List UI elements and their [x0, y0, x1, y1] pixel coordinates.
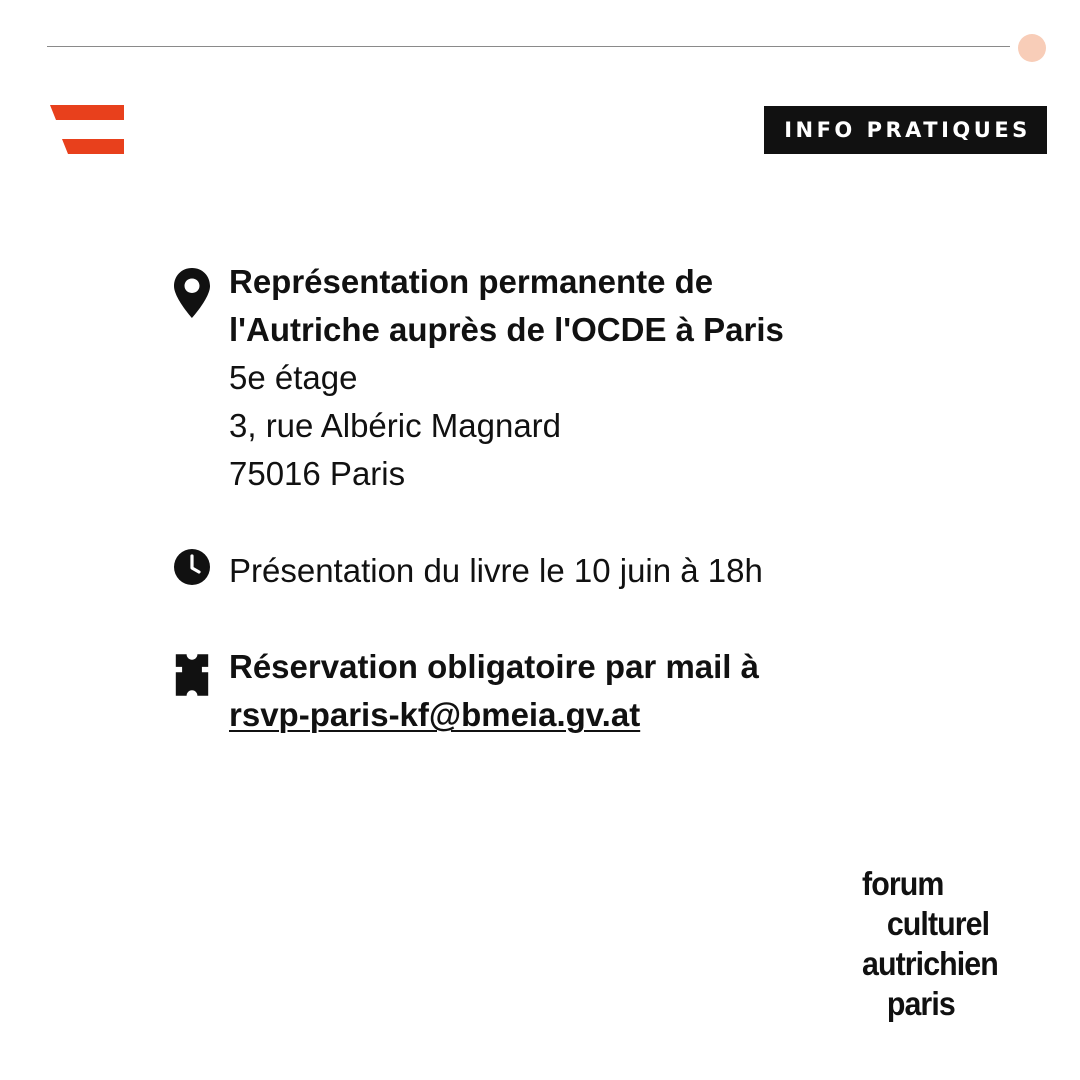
top-divider: [47, 46, 1010, 47]
venue-street: 3, rue Albéric Magnard: [229, 407, 562, 444]
map-pin-icon: [172, 266, 212, 320]
brand-line-autrichien: autrichien: [862, 945, 998, 982]
presentation-time: Présentation du livre le 10 juin à 18h: [229, 552, 763, 589]
forum-culturel-autrichien-logo: [862, 864, 998, 1024]
rsvp-email-link[interactable]: rsvp-paris-kf@bmeia.gv.at: [229, 696, 641, 733]
austria-flag-logo: [50, 105, 126, 155]
brand-line-forum: forum: [862, 865, 944, 902]
venue-city: 75016 Paris: [229, 455, 406, 492]
venue-floor: 5e étage: [229, 359, 358, 396]
venue-name-line2: l'Autriche auprès de l'OCDE à Paris: [229, 311, 784, 348]
venue-name-line1: Représentation permanente de: [229, 263, 714, 300]
brand-line-culturel: culturel: [886, 905, 990, 942]
clock-icon: [172, 547, 212, 587]
info-pratiques-badge: INFO PRATIQUES: [764, 106, 1047, 154]
ticket-icon: [174, 651, 210, 699]
decorative-dot: [1018, 34, 1046, 62]
brand-line-paris: paris: [886, 985, 955, 1022]
reservation-text: Réservation obligatoire par mail à: [229, 648, 759, 685]
